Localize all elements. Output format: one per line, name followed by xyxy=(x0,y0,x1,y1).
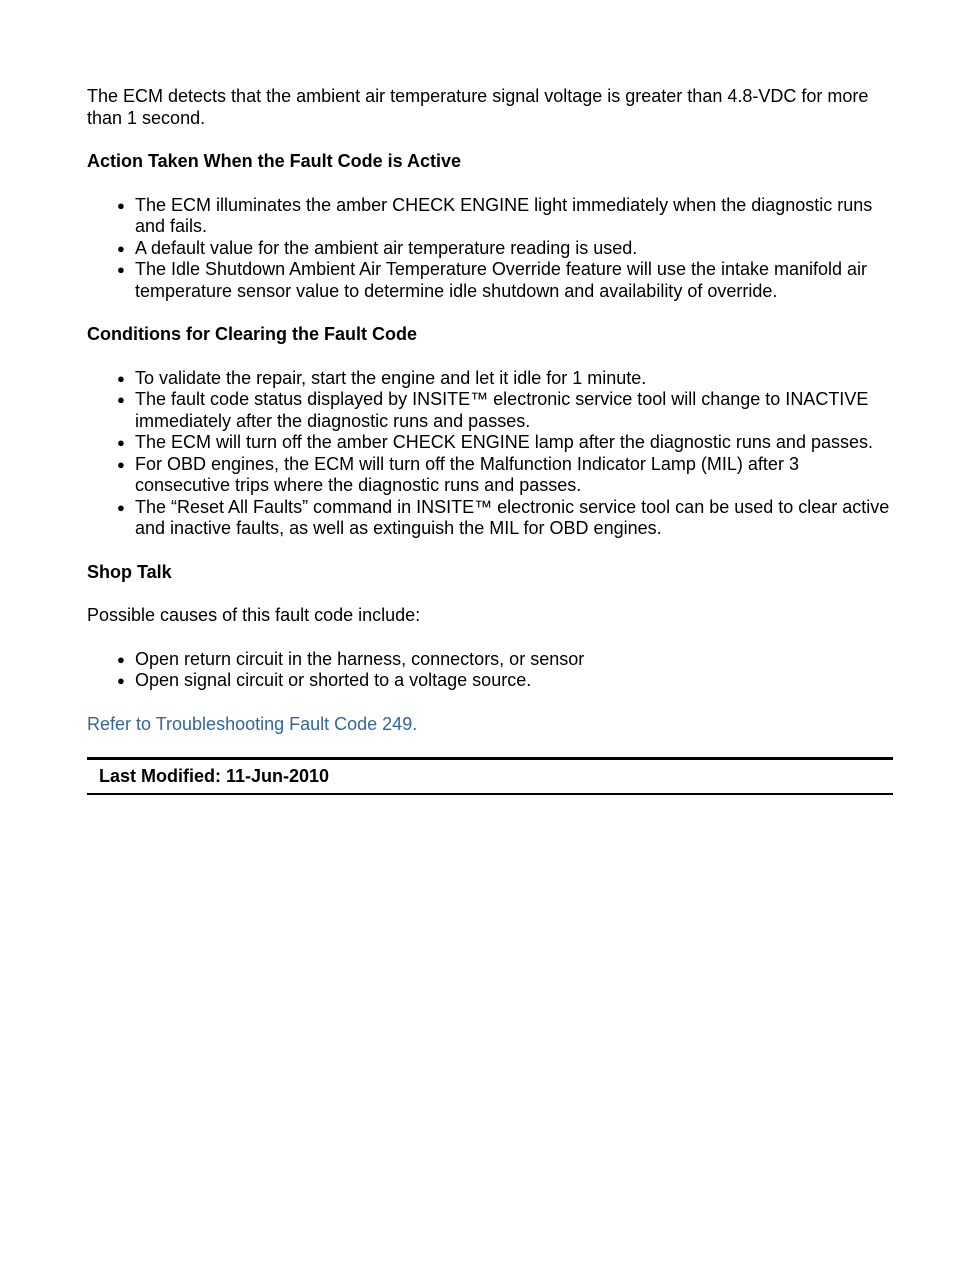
list-item-text: The “Reset All Faults” command in INSITE™ electronic service tool can be used to clear active and inactive faults, as well as extinguish the MIL for OBD engines. xyxy=(135,496,890,538)
list-item-text: Open return circuit in the harness, connectors, or sensor xyxy=(135,648,585,669)
bullet-icon: ● xyxy=(117,651,125,667)
bullet-icon: ● xyxy=(117,673,125,688)
shop-talk-intro: Possible causes of this fault code include: xyxy=(87,605,421,625)
list-item-text: For OBD engines, the ECM will turn off the Malfunction Indicator Lamp (MIL) after 3 consecutive trips where the diagnostic runs and passes. xyxy=(135,453,799,495)
list-item xyxy=(117,670,893,692)
list-item-text: A default value for the ambient air temperature reading is used. xyxy=(135,237,638,258)
bullet-icon: ● xyxy=(117,197,125,213)
bullet-icon: ● xyxy=(117,370,125,386)
list-item-text: The fault code status displayed by INSITE™ electronic service tool will change to INACTIVE immediately after the diagnostic runs and passes. xyxy=(135,389,869,431)
troubleshooting-link[interactable]: Refer to Troubleshooting Fault Code 249. xyxy=(87,713,418,734)
list-item xyxy=(117,648,893,671)
list-item xyxy=(117,237,893,260)
bullet-icon: ● xyxy=(117,262,125,277)
list-item-text: The ECM illuminates the amber CHECK ENGINE light immediately when the diagnostic runs and fails. xyxy=(135,194,873,236)
list-item xyxy=(117,389,893,432)
bullet-icon: ● xyxy=(117,392,125,407)
action-heading: Action Taken When the Fault Code is Active xyxy=(87,151,462,171)
list-item xyxy=(117,194,893,238)
list-item-text: The ECM will turn off the amber CHECK ENGINE lamp after the diagnostic runs and passes. xyxy=(135,432,873,452)
list-item-text: The Idle Shutdown Ambient Air Temperature Override feature will use the intake manifold air temperature sensor value to determine idle shutdown and availability of override. xyxy=(135,259,868,301)
list-item-text: To validate the repair, start the engine and let it idle for 1 minute. xyxy=(135,367,647,388)
last-modified-footer xyxy=(87,757,893,795)
list-item xyxy=(117,432,893,454)
list-item xyxy=(117,367,893,390)
action-list xyxy=(87,195,893,303)
list-item xyxy=(117,259,893,302)
causes-list xyxy=(87,649,893,692)
last-modified-label: Last Modified: 11-Jun-2010 xyxy=(99,766,330,786)
clearing-heading: Conditions for Clearing the Fault Code xyxy=(87,324,417,344)
shop-talk-heading: Shop Talk xyxy=(87,561,172,582)
clearing-list xyxy=(87,368,893,540)
list-item xyxy=(117,496,893,540)
bullet-icon: ● xyxy=(117,499,125,515)
list-item-text: Open signal circuit or shorted to a voltage source. xyxy=(135,670,532,690)
intro-paragraph: The ECM detects that the ambient air temperature signal voltage is greater than 4.8-VDC for more than 1 second. xyxy=(87,86,869,128)
bullet-icon: ● xyxy=(117,435,125,450)
bullet-icon: ● xyxy=(117,240,125,256)
document-page xyxy=(87,86,893,795)
bullet-icon: ● xyxy=(117,456,125,472)
list-item xyxy=(117,453,893,497)
